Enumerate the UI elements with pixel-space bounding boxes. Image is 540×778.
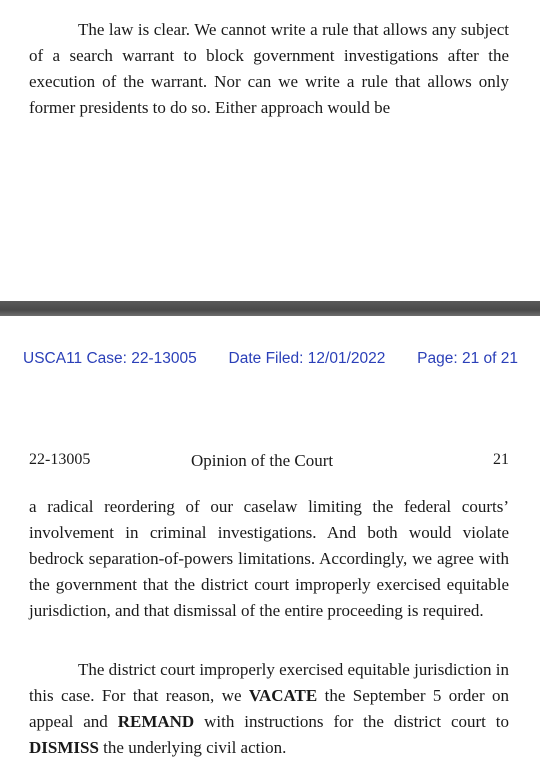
opinion-paragraph-top: The law is clear. We cannot write a rule that allows any subject of a search warrant to block government investigations after the execution of the warrant. Nor can we write a rule that allows only former presidents to do so. Either approach would be: [29, 20, 509, 117]
final-text-part2: the September 5 order on appeal and: [29, 686, 509, 731]
running-head-case-number: 22-13005: [29, 451, 91, 468]
ecf-date-filed: Date Filed: 12/01/2022: [228, 350, 386, 367]
ecf-header: [23, 350, 518, 368]
opinion-paragraph-continuation: a radical reordering of our caselaw limiting the federal courts’ involvement in criminal investigations. And both would violate bedrock separation-of-powers limitations. Accordingly, we agree with the government that the district court improperly exercised equitable jurisdiction, and that dismissal of the entire proceeding is required.: [29, 497, 509, 620]
ecf-case-number: USCA11 Case: 22-13005: [23, 350, 197, 367]
running-head-title: Opinion of the Court: [191, 451, 334, 470]
dismiss-word: DISMISS: [29, 738, 99, 757]
final-text-part1: The district court improperly exercised equitable jurisdiction in this case. For that reason, we: [29, 660, 510, 705]
final-text-part3: with instructions for the district court to: [194, 712, 509, 731]
page-separator: [0, 301, 540, 316]
ecf-page-count: Page: 21 of 21: [417, 350, 518, 367]
vacate-word: VACATE: [248, 686, 318, 705]
previous-page: [0, 0, 540, 300]
remand-word: REMAND: [117, 712, 195, 731]
running-head-page-number: 21: [493, 451, 509, 468]
opinion-paragraph-final: [29, 657, 509, 761]
running-head: [29, 451, 509, 469]
final-text-part4: the underlying civil action.: [98, 738, 287, 757]
